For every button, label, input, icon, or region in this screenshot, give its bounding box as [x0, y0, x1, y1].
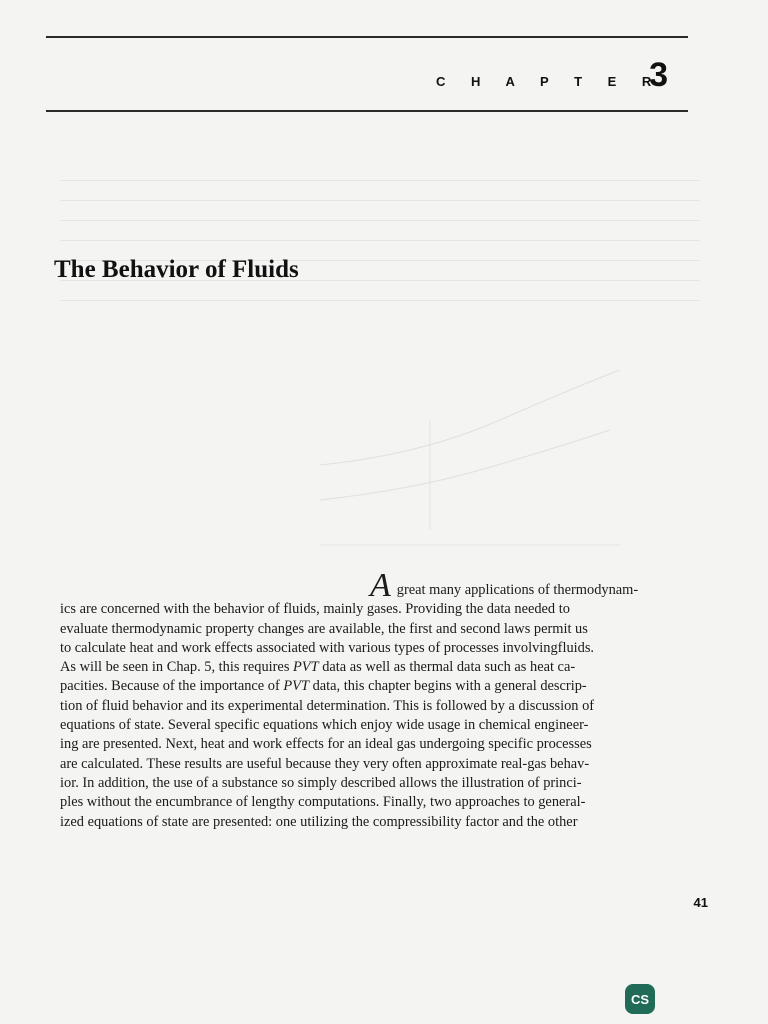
body-line-11: ior. In addition, the use of a substance so simply described allows the illustration of princi- — [60, 774, 582, 791]
chapter-heading — [430, 56, 688, 96]
drop-cap: A — [370, 567, 391, 604]
body-line-8: equations of state. Several specific equations which enjoy wide usage in chemical engineer- — [60, 717, 589, 734]
body-line-6: pacities. Because of the importance of PVT data, this chapter begins with a general descrip- — [60, 678, 587, 695]
body-line-13: ized equations of state are presented: one utilizing the compressibility factor and the other — [60, 813, 578, 830]
body-line-3: evaluate thermodynamic property changes are available, the first and second laws permit us — [60, 620, 588, 637]
body-line-2: ics are concerned with the behavior of fluids, mainly gases. Providing the data needed to — [60, 601, 570, 618]
body-line-5: As will be seen in Chap. 5, this requires PVT data as well as thermal data such as heat ca- — [60, 659, 576, 676]
body-line-12: ples without the encumbrance of lengthy computations. Finally, two approaches to general- — [60, 794, 586, 811]
chapter-number: 3 — [649, 56, 668, 94]
chapter-title: The Behavior of Fluids — [54, 256, 299, 283]
chapter-intro-paragraph — [60, 567, 708, 832]
body-line-4: to calculate heat and work effects associated with various types of processes involvingfluids. — [60, 639, 595, 656]
header-rule-top — [46, 36, 688, 38]
page-number: 41 — [693, 895, 708, 910]
bleed-through-diagram — [300, 360, 630, 560]
scanner-app-badge[interactable]: CS — [625, 984, 655, 1014]
chapter-label: C H A P T E R — [436, 74, 663, 89]
body-line-9: ing are presented. Next, heat and work effects for an ideal gas undergoing specific processes — [60, 736, 592, 753]
header-rule-bottom — [46, 110, 688, 112]
body-line-10: are calculated. These results are useful because they very often approximate real-gas behav- — [60, 755, 590, 772]
body-line-1: Agreat many applications of thermodynam- — [370, 567, 639, 604]
body-line-7: tion of fluid behavior and its experimental determination. This is followed by a discussion of — [60, 697, 595, 714]
